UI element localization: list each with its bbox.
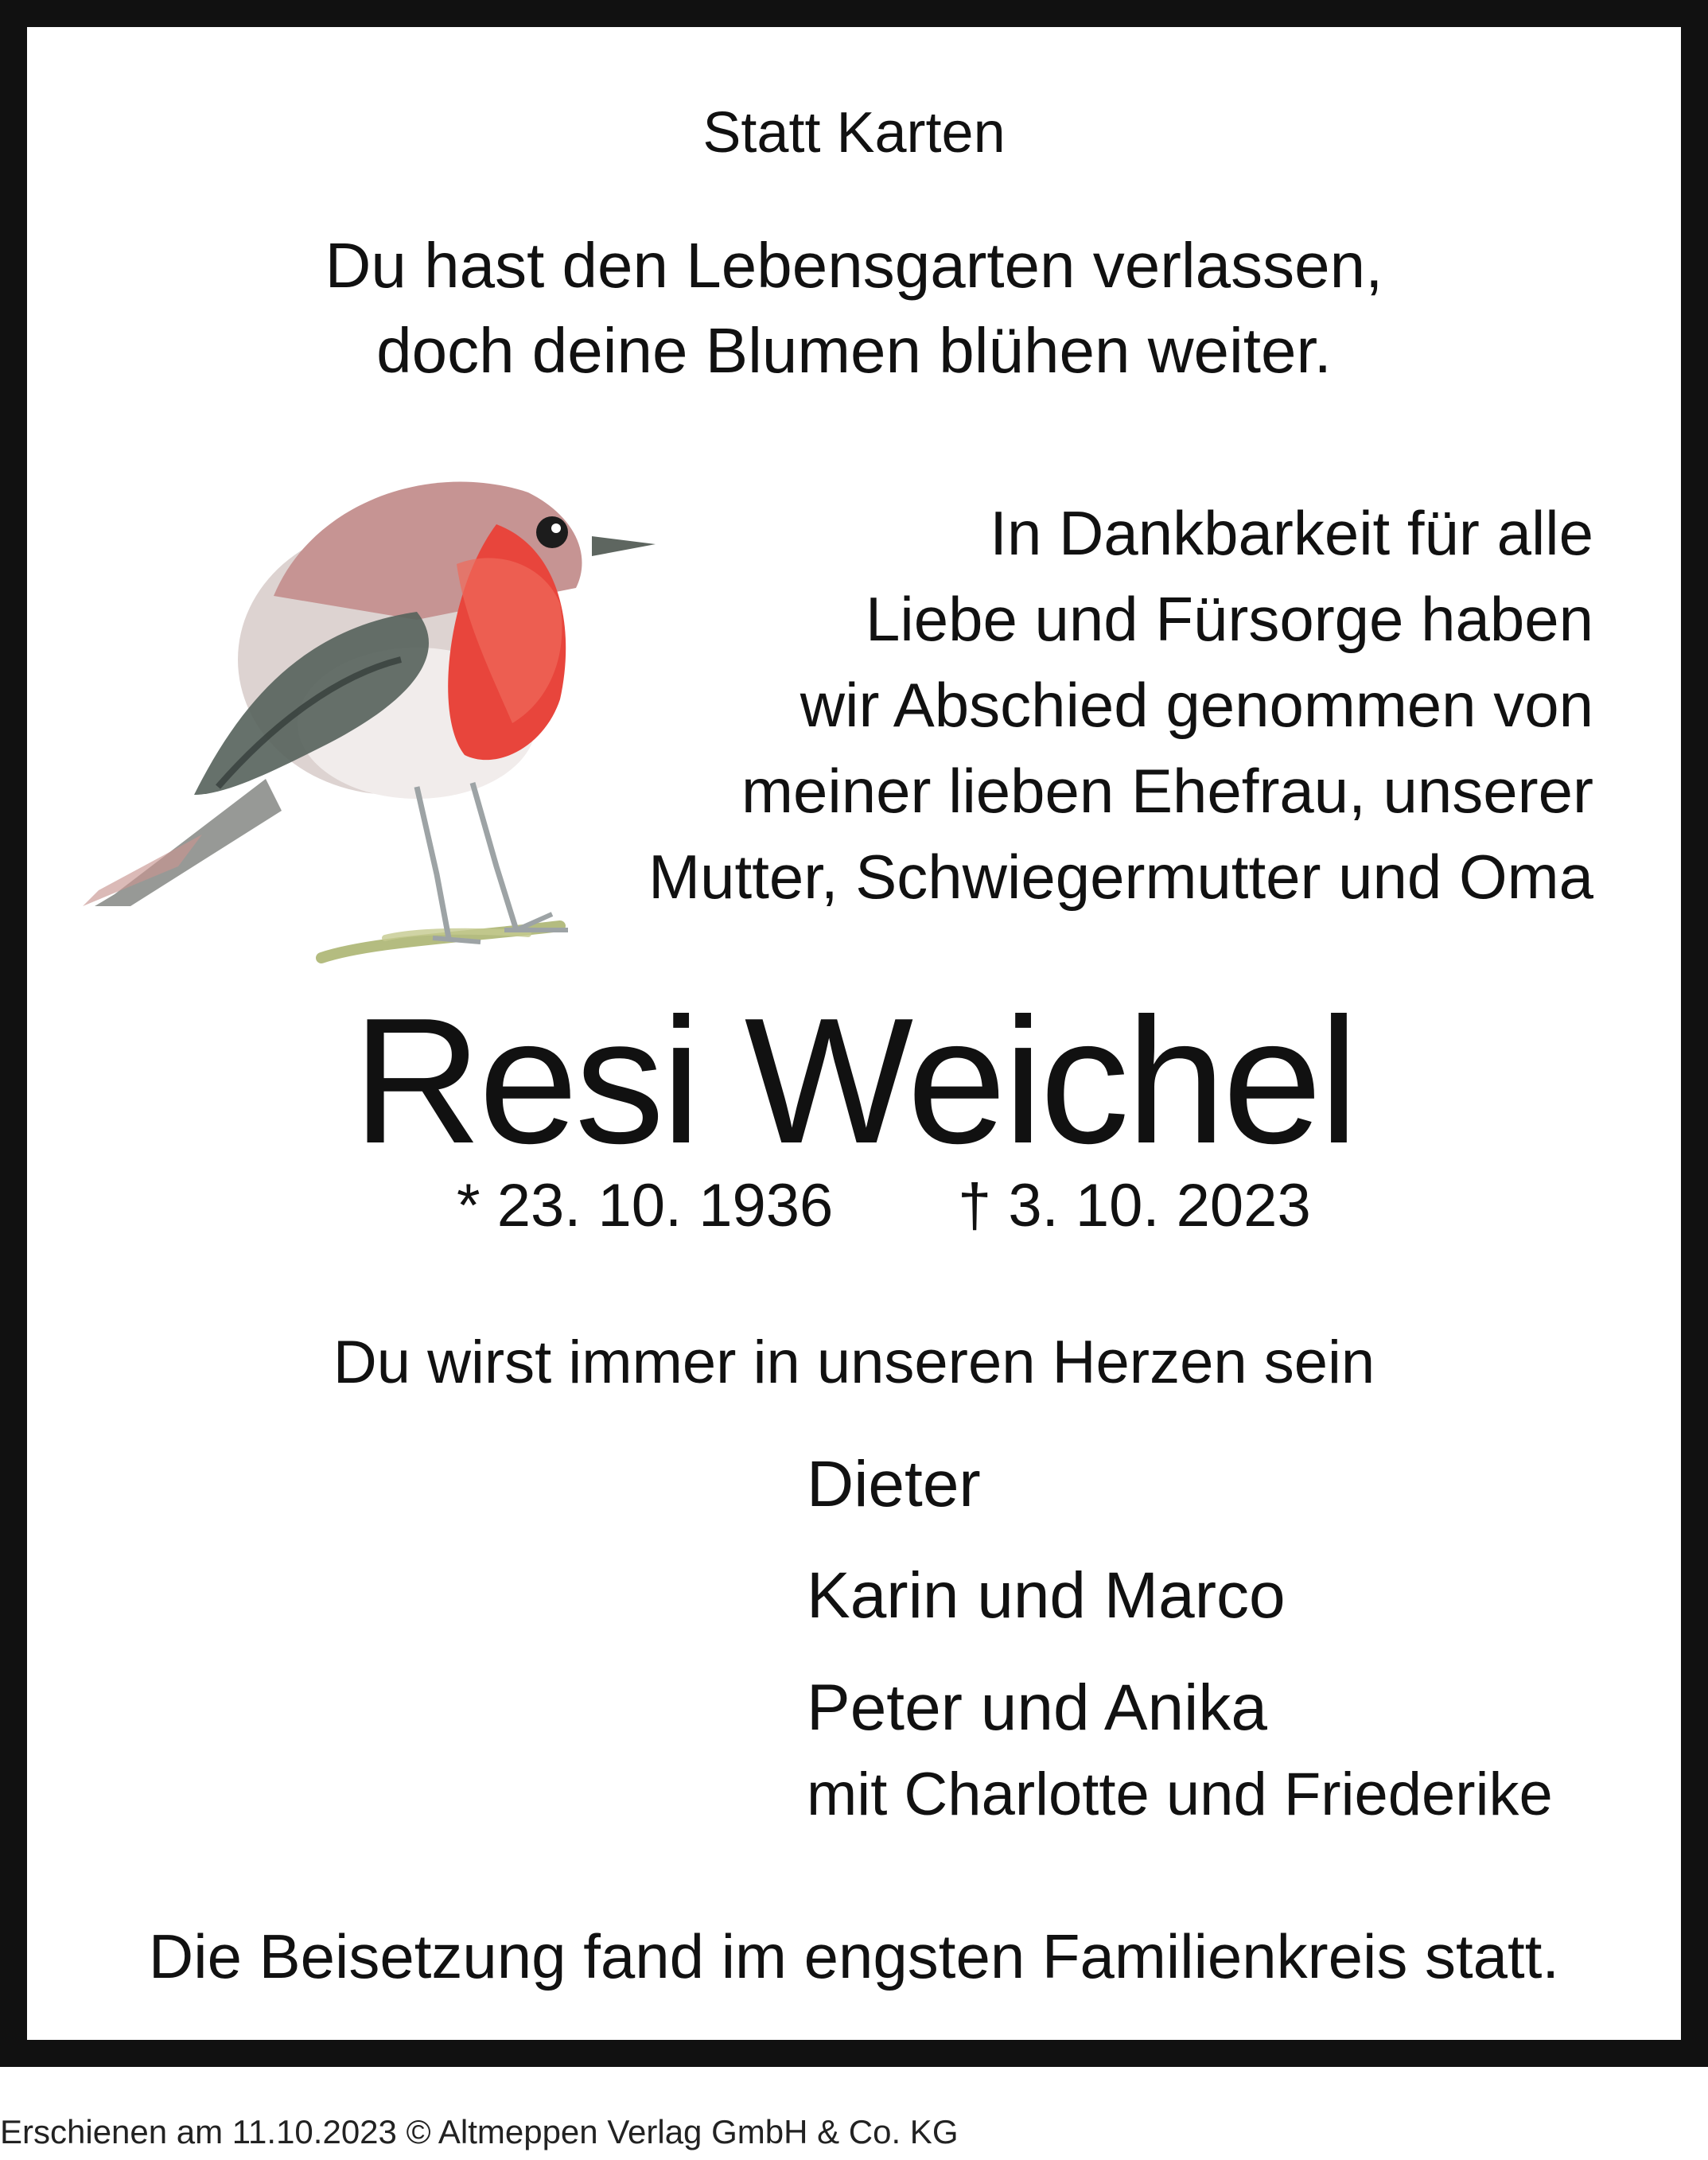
robin-bird-icon	[83, 461, 671, 982]
header-statt-karten: Statt Karten	[702, 101, 1006, 165]
birth-date: * 23. 10. 1936	[457, 1172, 834, 1240]
quote-line-1: Du hast den Lebensgarten verlassen,	[325, 230, 1383, 301]
family-member: Dieter	[807, 1448, 981, 1520]
gratitude-text	[648, 490, 1593, 920]
gratitude-line: Mutter, Schwiegermutter und Oma	[648, 842, 1593, 912]
family-member: Karin und Marco	[807, 1559, 1286, 1632]
gratitude-line: wir Abschied genommen von	[800, 670, 1593, 740]
motto-text: Du wirst immer in unseren Herzen sein	[333, 1329, 1375, 1396]
gratitude-line: meiner lieben Ehefrau, unserer	[741, 756, 1593, 826]
publication-footer: Erschienen am 11.10.2023 © Altmeppen Verlag GmbH & Co. KG	[0, 2113, 959, 2150]
family-member: Peter und Anika	[807, 1672, 1267, 1744]
gratitude-line: Liebe und Fürsorge haben	[865, 584, 1593, 654]
gratitude-line: In Dankbarkeit für alle	[990, 498, 1593, 568]
deceased-name: Resi Weichel	[352, 980, 1356, 1181]
quote-line-2: doch deine Blumen blühen weiter.	[376, 315, 1332, 386]
family-member: mit Charlotte und Friederike	[807, 1761, 1553, 1828]
burial-note: Die Beisetzung fand im engsten Familienkreis statt.	[148, 1921, 1560, 1991]
death-date: † 3. 10. 2023	[958, 1172, 1311, 1240]
